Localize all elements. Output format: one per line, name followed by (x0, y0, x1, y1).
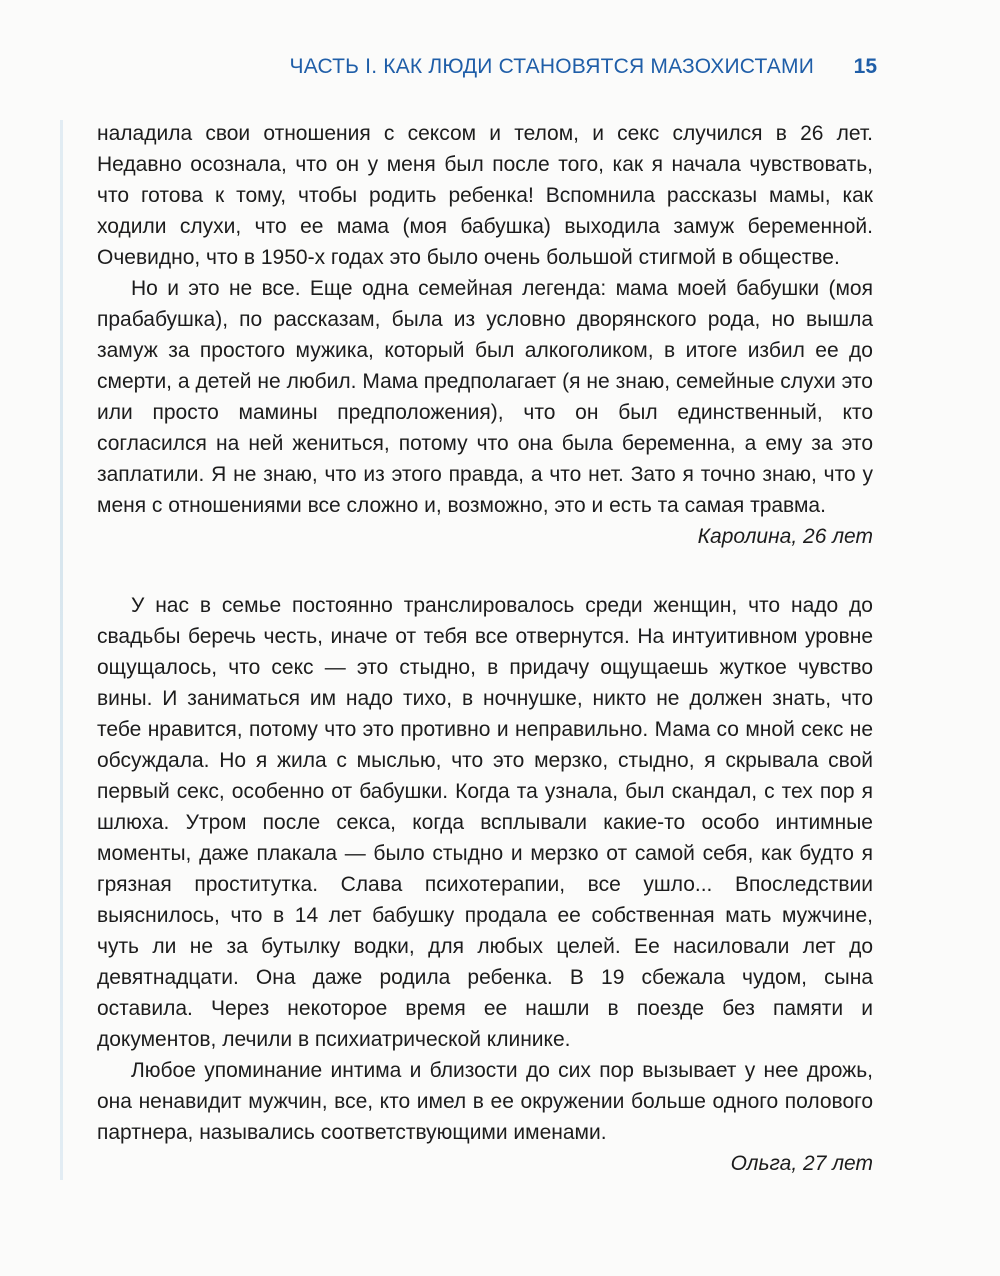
paragraph: наладила свои отношения с сексом и телом, и секс случился в 26 лет. Недавно осознала, что он у меня был после того, как я начала чувствовать, что готова к тому, чтобы родить ребенка! Вспомнила рассказы мамы, как ходили слухи, что ее мама (моя бабушка) выходила замуж беременной. Очевидно, что в 1950-х годах это было очень большой стигмой в обществе. (97, 122, 873, 269)
signature: Каролина, 26 лет (697, 525, 873, 548)
chapter-title: ЧАСТЬ I. КАК ЛЮДИ СТАНОВЯТСЯ МАЗОХИСТАМИ (289, 55, 814, 78)
paragraph: Любое упоминание интима и близости до сих пор вызывает у нее дрожь, она ненавидит мужчин, все, кто имел в ее окружении больше одного полового партнера, назывались соответствующими именами. (97, 1059, 873, 1144)
running-header (120, 52, 880, 84)
signature: Ольга, 27 лет (730, 1152, 873, 1175)
page-edge-line (60, 120, 63, 1180)
page-number: 15 (853, 55, 877, 78)
story-olga (97, 590, 873, 1179)
paragraph: Но и это не все. Еще одна семейная легенда: мама моей бабушки (моя прабабушка), по рассказам, была из условно дворянского рода, но вышла замуж за простого мужика, который был алкоголиком, в итоге избил ее до смерти, а детей не любил. Мама предполагает (я не знаю, семейные слухи это или просто мамины предположения), что он был единственный, кто согласился на ней жениться, потому что она была беременна, а ему за это заплатили. Я не знаю, что из этого правда, а что нет. Зато я точно знаю, что у меня с отношениями все сложно и, возможно, это и есть та самая травма. (97, 277, 873, 517)
paragraph: У нас в семье постоянно транслировалось среди женщин, что надо до свадьбы беречь честь, иначе от тебя все отвернутся. На интуитивном уровне ощущалось, что секс — это стыдно, в придачу ощущаешь жуткое чувство вины. И заниматься им надо тихо, в ночнушке, никто не должен знать, что тебе нравится, потому что это противно и неправильно. Мама со мной секс не обсуждала. Но я жила с мыслью, что это мерзко, стыдно, я скрывала свой первый секс, особенно от бабушки. Когда та узнала, был скандал, с тех пор я шлюха. Утром после секса, когда всплывали какие-то особо интимные моменты, даже плакала — было стыдно и мерзко от самой себя, как будто я грязная проститутка. Слава психотерапии, все ушло... Впоследствии выяснилось, что в 14 лет бабушку продала ее собственная мать мужчине, чуть ли не за бутылку водки, для любых целей. Ее насиловали лет до девятнадцати. Она даже родила ребенка. В 19 сбежала чудом, сына оставила. Через некоторое время ее нашли в поезде без памяти и документов, лечили в психиатрической клинике. (97, 594, 873, 1051)
story-karolina (97, 118, 873, 552)
